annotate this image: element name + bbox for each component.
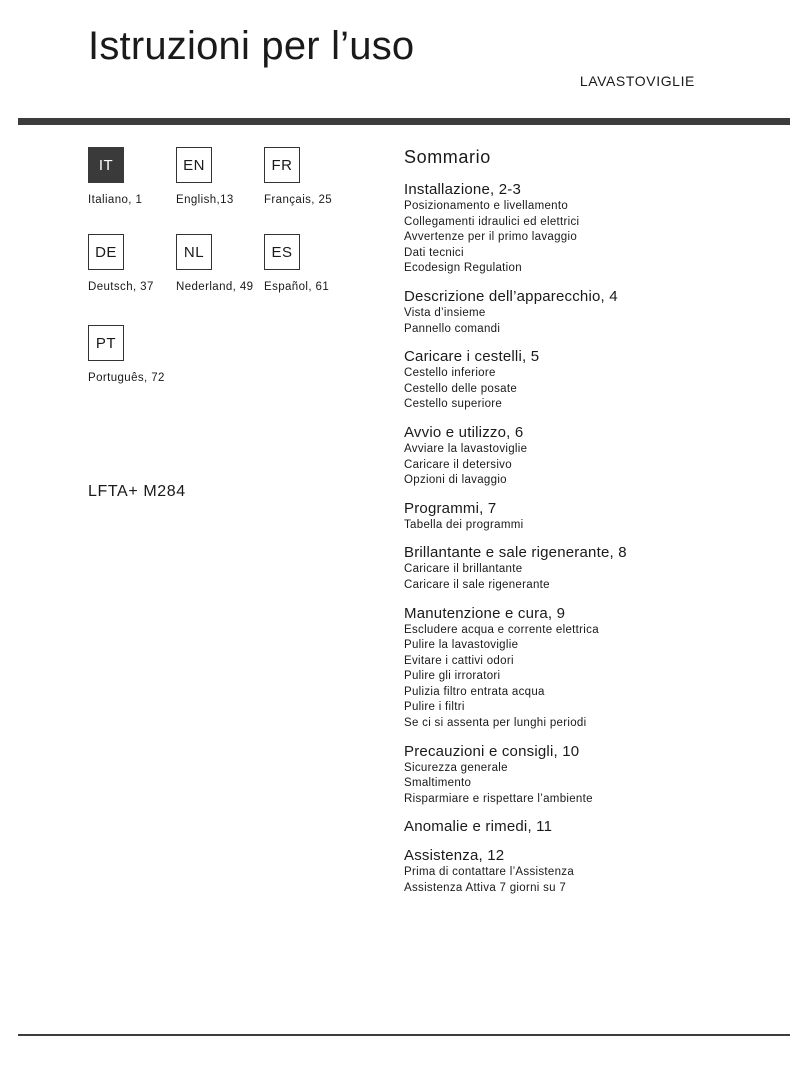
toc-item[interactable]: Pannello comandi	[404, 322, 501, 335]
language-code-box[interactable]: FR	[264, 147, 300, 183]
toc-item[interactable]: Evitare i cattivi odori	[404, 654, 514, 667]
toc-item[interactable]: Pulire gli irroratori	[404, 670, 501, 683]
toc-item[interactable]: Caricare il detersivo	[404, 458, 512, 471]
toc-item[interactable]: Pulire i filtri	[404, 701, 465, 714]
language-label: English,13	[176, 194, 234, 206]
toc-item[interactable]: Pulizia filtro entrata acqua	[404, 685, 545, 698]
toc-item[interactable]: Ecodesign Regulation	[404, 262, 522, 275]
toc-item[interactable]: Avvertenze per il primo lavaggio	[404, 231, 578, 244]
language-label: Deutsch, 37	[88, 281, 154, 293]
footer-divider	[18, 1034, 790, 1036]
language-code-box[interactable]: ES	[264, 234, 300, 270]
language-code-box[interactable]: PT	[88, 325, 124, 361]
toc-heading: Sommario	[404, 147, 491, 167]
toc-item[interactable]: Sicurezza generale	[404, 761, 508, 774]
toc-section	[404, 180, 784, 277]
toc-section-title[interactable]: Caricare i cestelli, 5	[404, 348, 540, 366]
toc-section	[404, 543, 784, 593]
toc-section	[404, 817, 784, 836]
toc-item[interactable]: Dati tecnici	[404, 246, 464, 259]
toc-sections	[404, 180, 784, 897]
toc-section-title[interactable]: Precauzioni e consigli, 10	[404, 742, 580, 760]
language-selector	[88, 147, 388, 407]
language-label: Français, 25	[264, 194, 333, 206]
toc-item[interactable]: Escludere acqua e corrente elettrica	[404, 623, 599, 636]
language-label: Español, 61	[264, 281, 330, 293]
toc-item[interactable]: Pulire la lavastoviglie	[404, 639, 519, 652]
language-label: Italiano, 1	[88, 194, 143, 206]
toc-item[interactable]: Se ci si assenta per lunghi periodi	[404, 717, 587, 730]
toc-section-title[interactable]: Manutenzione e cura, 9	[404, 604, 566, 622]
toc-section	[404, 347, 784, 413]
language-en[interactable]	[176, 147, 266, 206]
toc-section-title[interactable]: Installazione, 2-3	[404, 181, 522, 198]
toc-item[interactable]: Smaltimento	[404, 777, 472, 790]
toc-item[interactable]: Posizionamento e livellamento	[404, 200, 569, 212]
toc-item[interactable]: Cestello inferiore	[404, 367, 496, 380]
language-code-box[interactable]: IT	[88, 147, 124, 183]
toc-item[interactable]: Caricare il brillantante	[404, 563, 523, 576]
toc-item[interactable]: Tabella dei programmi	[404, 518, 524, 531]
toc-section-title[interactable]: Descrizione dell’apparecchio, 4	[404, 287, 618, 305]
toc-section	[404, 742, 784, 808]
language-de[interactable]	[88, 234, 178, 293]
language-label: Português, 72	[88, 372, 165, 384]
toc-section	[404, 423, 784, 489]
toc-item[interactable]: Cestello delle posate	[404, 382, 518, 395]
toc-item[interactable]: Vista d’insieme	[404, 306, 486, 319]
toc-section	[404, 287, 784, 337]
language-fr[interactable]	[264, 147, 354, 206]
table-of-contents	[404, 146, 784, 907]
language-it[interactable]	[88, 147, 178, 206]
toc-section-title[interactable]: Programmi, 7	[404, 499, 497, 517]
toc-section	[404, 846, 784, 896]
language-code-box[interactable]: DE	[88, 234, 124, 270]
product-category: LAVASTOVIGLIE	[579, 73, 695, 89]
toc-item[interactable]: Collegamenti idraulici ed elettrici	[404, 215, 580, 228]
language-code-box[interactable]: EN	[176, 147, 212, 183]
header-divider	[18, 118, 790, 125]
toc-item[interactable]: Risparmiare e rispettare l’ambiente	[404, 792, 593, 805]
page-title: Istruzioni per l’uso	[88, 24, 415, 68]
language-es[interactable]	[264, 234, 354, 293]
toc-section-title[interactable]: Anomalie e rimedi, 11	[404, 818, 553, 836]
toc-item[interactable]: Prima di contattare l’Assistenza	[404, 866, 575, 879]
toc-section	[404, 604, 784, 732]
toc-section-title[interactable]: Assistenza, 12	[404, 847, 505, 865]
toc-section-title[interactable]: Brillantante e sale rigenerante, 8	[404, 544, 627, 562]
toc-item[interactable]: Avviare la lavastoviglie	[404, 442, 528, 455]
language-code-box[interactable]: NL	[176, 234, 212, 270]
language-label: Nederland, 49	[176, 281, 254, 293]
toc-section-title[interactable]: Avvio e utilizzo, 6	[404, 423, 524, 441]
toc-item[interactable]: Opzioni di lavaggio	[404, 474, 507, 487]
toc-item[interactable]: Assistenza Attiva 7 giorni su 7	[404, 882, 567, 895]
toc-item[interactable]: Cestello superiore	[404, 398, 503, 411]
language-nl[interactable]	[176, 234, 266, 293]
toc-section	[404, 499, 784, 534]
toc-item[interactable]: Caricare il sale rigenerante	[404, 578, 550, 591]
model-number: LFTA+ M284	[88, 483, 186, 500]
language-pt[interactable]	[88, 325, 178, 384]
